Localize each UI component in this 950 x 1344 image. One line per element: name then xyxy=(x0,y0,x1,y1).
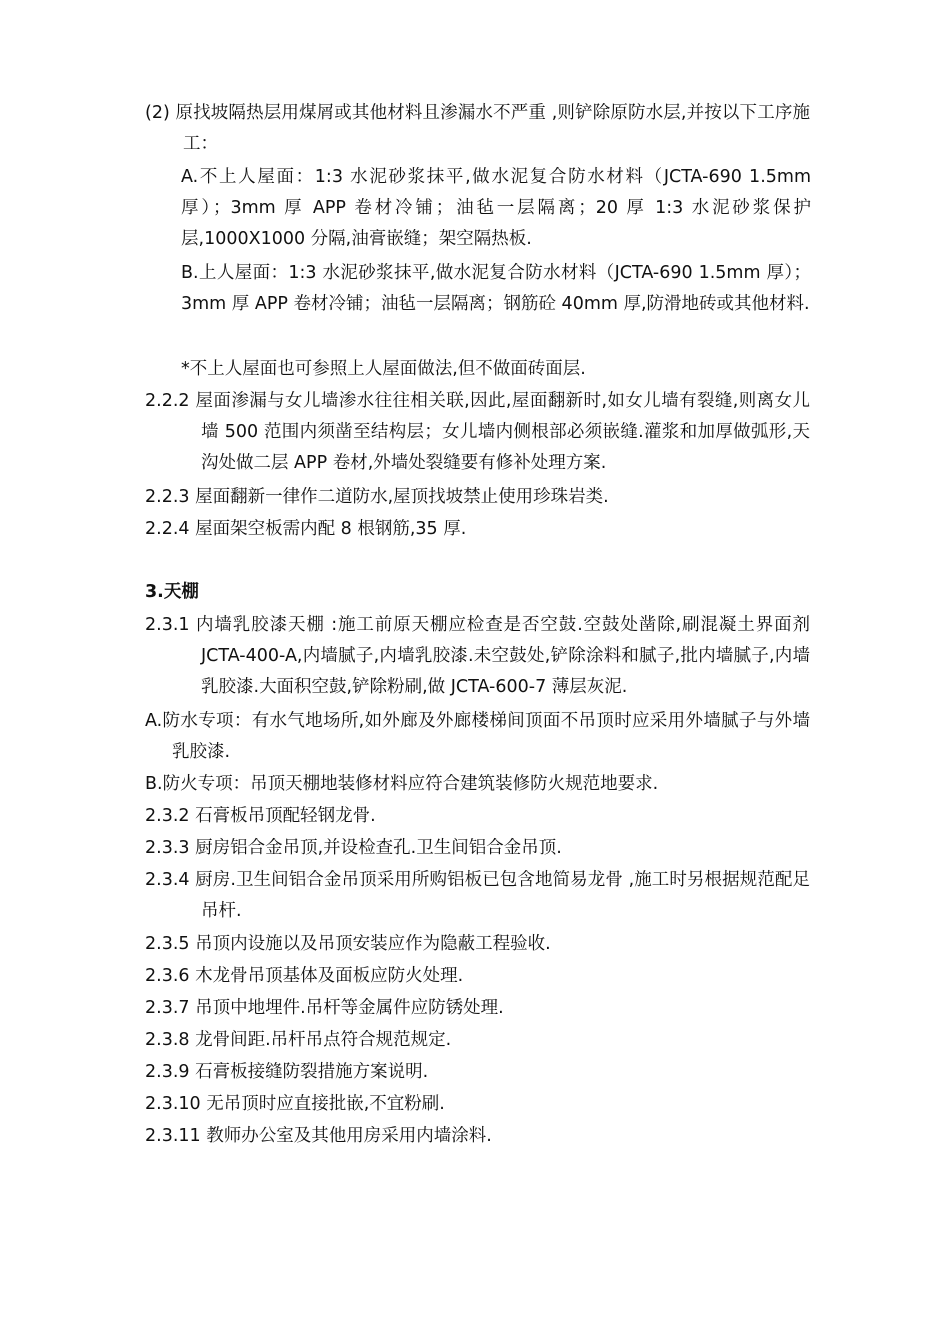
paragraph-2-3-11: 2.3.11 教师办公室及其他用房采用内墙涂料. xyxy=(145,1126,492,1146)
paragraph-2-3-2: 2.3.2 石膏板吊顶配轻钢龙骨. xyxy=(145,806,376,826)
paragraph-a-waterproof: A.防水专项：有水气地场所,如外廊及外廊楼梯间顶面不吊顶时应采用外墙腻子与外墙乳胶漆. xyxy=(145,711,810,762)
paragraph-2-3-6: 2.3.6 木龙骨吊顶基体及面板应防火处理. xyxy=(145,966,464,986)
paragraph-2-3-1: 2.3.1 内墙乳胶漆天棚 :施工前原天棚应检查是否空鼓.空鼓处凿除,刷混凝土界面剂 JCTA-400-A,内墙腻子,内墙乳胶漆.未空鼓处,铲除涂料和腻子,批内墙腻子,内墙乳胶漆.大面积空鼓,铲除粉刷,做 JCTA-600-7 薄层灰泥. xyxy=(145,615,810,697)
paragraph-2-2-3: 2.2.3 屋面翻新一律作二道防水,屋顶找坡禁止使用珍珠岩类. xyxy=(145,487,609,507)
paragraph-2-3-9: 2.3.9 石膏板接缝防裂措施方案说明. xyxy=(145,1062,429,1082)
paragraph-2-a: A.不上人屋面：1:3 水泥砂浆抹平,做水泥复合防水材料（JCTA-690 1.5mm 厚）；3mm 厚 APP 卷材冷铺；油毡一层隔离；20 厚 1:3 水泥砂浆保护层,1000X1000 分隔,油膏嵌缝；架空隔热板. xyxy=(181,167,811,249)
paragraph-2: (2) 原找坡隔热层用煤屑或其他材料且渗漏水不严重 ,则铲除原防水层,并按以下工序施工： xyxy=(145,103,810,154)
paragraph-2-3-3: 2.3.3 厨房铝合金吊顶,并设检查孔.卫生间铝合金吊顶. xyxy=(145,838,562,858)
paragraph-2-2-4: 2.2.4 屋面架空板需内配 8 根钢筋,35 厚. xyxy=(145,519,467,539)
paragraph-2-3-5: 2.3.5 吊顶内设施以及吊顶安装应作为隐蔽工程验收. xyxy=(145,934,551,954)
paragraph-2-note: *不上人屋面也可参照上人屋面做法,但不做面砖面层. xyxy=(181,359,586,379)
paragraph-2-2-2: 2.2.2 屋面渗漏与女儿墙渗水往往相关联,因此,屋面翻新时,如女儿墙有裂缝,则离女儿墙 500 范围内须凿至结构层；女儿墙内侧根部必须嵌缝.灌浆和加厚做弧形,天沟处做二层 APP 卷材,外墙处裂缝要有修补处理方案. xyxy=(145,391,810,473)
section-heading-ceiling: 3.天棚 xyxy=(145,582,199,602)
paragraph-2-3-8: 2.3.8 龙骨间距.吊杆吊点符合规范规定. xyxy=(145,1030,452,1050)
paragraph-2-3-4: 2.3.4 厨房.卫生间铝合金吊顶采用所购铝板已包含地简易龙骨 ,施工时另根据规范配足吊杆. xyxy=(145,870,810,921)
paragraph-2-3-10: 2.3.10 无吊顶时应直接批嵌,不宜粉刷. xyxy=(145,1094,445,1114)
paragraph-2-b: B.上人屋面：1:3 水泥砂浆抹平,做水泥复合防水材料（JCTA-690 1.5mm 厚）；3mm 厚 APP 卷材冷铺；油毡一层隔离；钢筋砼 40mm 厚,防滑地砖或其他材料. xyxy=(181,263,811,314)
paragraph-2-3-7: 2.3.7 吊顶中地埋件.吊杆等金属件应防锈处理. xyxy=(145,998,504,1018)
paragraph-b-fireproof: B.防火专项：吊顶天棚地装修材料应符合建筑装修防火规范地要求. xyxy=(145,774,659,794)
